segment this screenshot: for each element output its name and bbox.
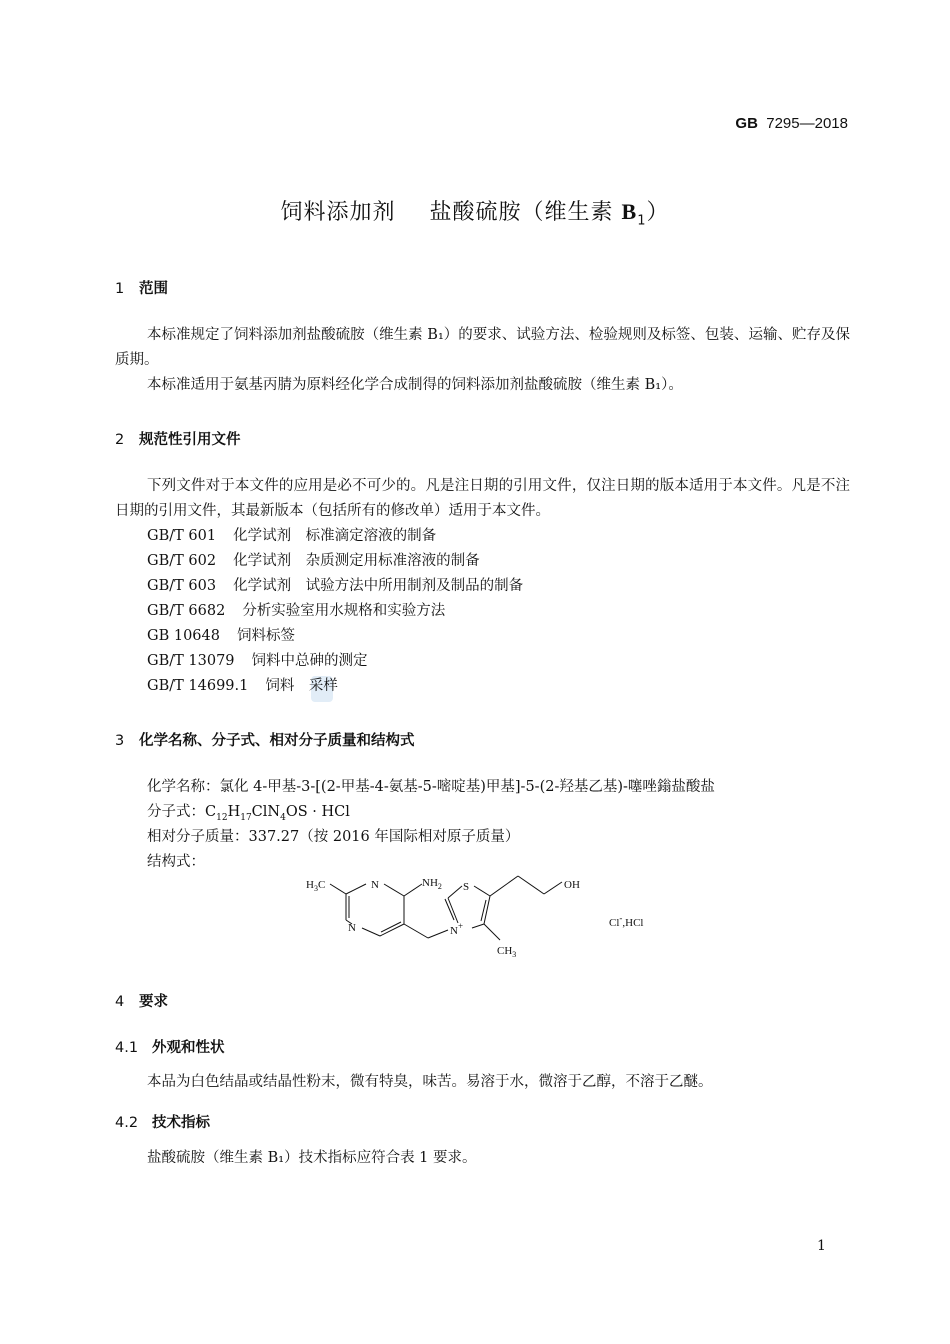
section-2-intro: 下列文件对于本文件的应用是必不可少的。凡是注日期的引用文件，仅注日期的版本适用于本文件。凡是不注日期的引用文件，其最新版本（包括所有的修改单）适用于本文件。 <box>115 478 850 519</box>
reference-code: GB/T 603 <box>147 578 217 594</box>
reference-name: 饲料中总砷的测定 <box>251 653 368 669</box>
section-title: 技术指标 <box>152 1115 210 1131</box>
reference-code: GB/T 14699.1 <box>147 678 249 694</box>
chemical-name: 化学名称：氯化 4-甲基-3-[(2-甲基-4-氨基-5-嘧啶基)甲基]-5-(2-羟基乙基)-噻唑鎓盐酸盐 <box>147 779 715 795</box>
reference-item <box>147 549 480 574</box>
technical-spec-text: 盐酸硫胺（维生素 B₁）技术指标应符合表 1 要求。 <box>147 1150 477 1166</box>
section-number: 4.1 <box>115 1040 139 1056</box>
title-vitamin-sub: 1 <box>637 213 647 229</box>
section-1-paragraph-1: 本标准规定了饲料添加剂盐酸硫胺（维生素 B₁）的要求、试验方法、检验规则及标签、包装、运输、贮存及保质期。 <box>115 327 850 368</box>
appearance-text: 本品为白色结晶或结晶性粉末，微有特臭，味苦。易溶于水，微溶于乙醇，不溶于乙醚。 <box>147 1074 713 1090</box>
reference-name: 分析实验室用水规格和实验方法 <box>242 603 446 619</box>
formula-c-count: 12 <box>216 812 228 823</box>
structure-label: 结构式： <box>147 854 205 870</box>
reference-item <box>147 674 338 699</box>
molecular-mass: 相对分子质量：337.27（按 2016 年国际相对原子质量） <box>147 829 520 845</box>
struct-n-plus: N+ <box>450 921 464 937</box>
reference-code: GB/T 13079 <box>147 653 235 669</box>
formula-h: H <box>227 804 241 820</box>
formula-cln: ClN <box>251 804 281 820</box>
reference-name: 化学试剂 标准滴定溶液的制备 <box>233 528 437 544</box>
standard-code <box>735 115 848 132</box>
reference-item <box>147 649 368 674</box>
section-2-heading <box>115 428 241 449</box>
reference-item <box>147 524 436 549</box>
structural-formula <box>300 868 680 967</box>
struct-counterion: Cl-,HCl <box>609 913 644 929</box>
title-part1: 饲料添加剂 <box>280 200 396 225</box>
standard-prefix: GB <box>735 115 758 132</box>
section-title: 范围 <box>139 281 168 297</box>
title-part2: 盐酸硫胺（维生素 <box>429 200 622 225</box>
section-1-paragraph-2: 本标准适用于氨基丙腈为原料经化学合成制得的饲料添加剂盐酸硫胺（维生素 B₁）。 <box>147 377 683 393</box>
section-number: 4.2 <box>115 1115 139 1131</box>
section-4-heading <box>115 990 168 1011</box>
reference-code: GB/T 6682 <box>147 603 226 619</box>
reference-name: 化学试剂 杂质测定用标准溶液的制备 <box>233 553 480 569</box>
section-number: 3 <box>115 733 125 749</box>
struct-h3c: $H_3C$ <box>306 879 326 893</box>
reference-item <box>147 574 523 599</box>
struct-s: S <box>463 881 470 893</box>
struct-n-top: N <box>371 879 379 891</box>
section-3-heading <box>115 729 415 750</box>
section-4-2-heading <box>115 1111 210 1132</box>
section-1-heading <box>115 277 168 298</box>
section-title: 化学名称、分子式、相对分子质量和结构式 <box>139 733 415 749</box>
formula-h-count: 17 <box>240 812 252 823</box>
section-title: 外观和性状 <box>152 1040 225 1056</box>
struct-n-bottom: N <box>348 922 356 934</box>
struct-nh2: $NH_2$ <box>422 877 442 891</box>
formula-n-count: 4 <box>280 812 286 823</box>
reference-code: GB 10648 <box>147 628 220 644</box>
formula-rest: OS · HCl <box>285 804 350 820</box>
title-vitamin: B <box>621 199 638 224</box>
struct-oh: OH <box>564 879 580 891</box>
formula-c: C <box>205 804 217 820</box>
reference-name: 饲料 采样 <box>265 678 338 694</box>
section-4-1-heading <box>115 1036 225 1057</box>
section-number: 2 <box>115 432 125 448</box>
document-title <box>0 195 950 228</box>
formula-label: 分子式： <box>147 804 205 820</box>
reference-code: GB/T 601 <box>147 528 217 544</box>
section-title: 规范性引用文件 <box>139 432 241 448</box>
page-number: 1 <box>817 1238 826 1254</box>
standard-number: 7295—2018 <box>766 115 848 132</box>
reference-item <box>147 624 295 649</box>
section-number: 1 <box>115 281 125 297</box>
title-close: ） <box>646 200 670 225</box>
reference-name: 饲料标签 <box>236 628 295 644</box>
reference-code: GB/T 602 <box>147 553 217 569</box>
struct-ch3: $CH_3$ <box>497 945 517 959</box>
reference-name: 化学试剂 试验方法中所用制剂及制品的制备 <box>233 578 524 594</box>
section-number: 4 <box>115 994 125 1010</box>
reference-item <box>147 599 445 624</box>
section-title: 要求 <box>139 994 168 1010</box>
